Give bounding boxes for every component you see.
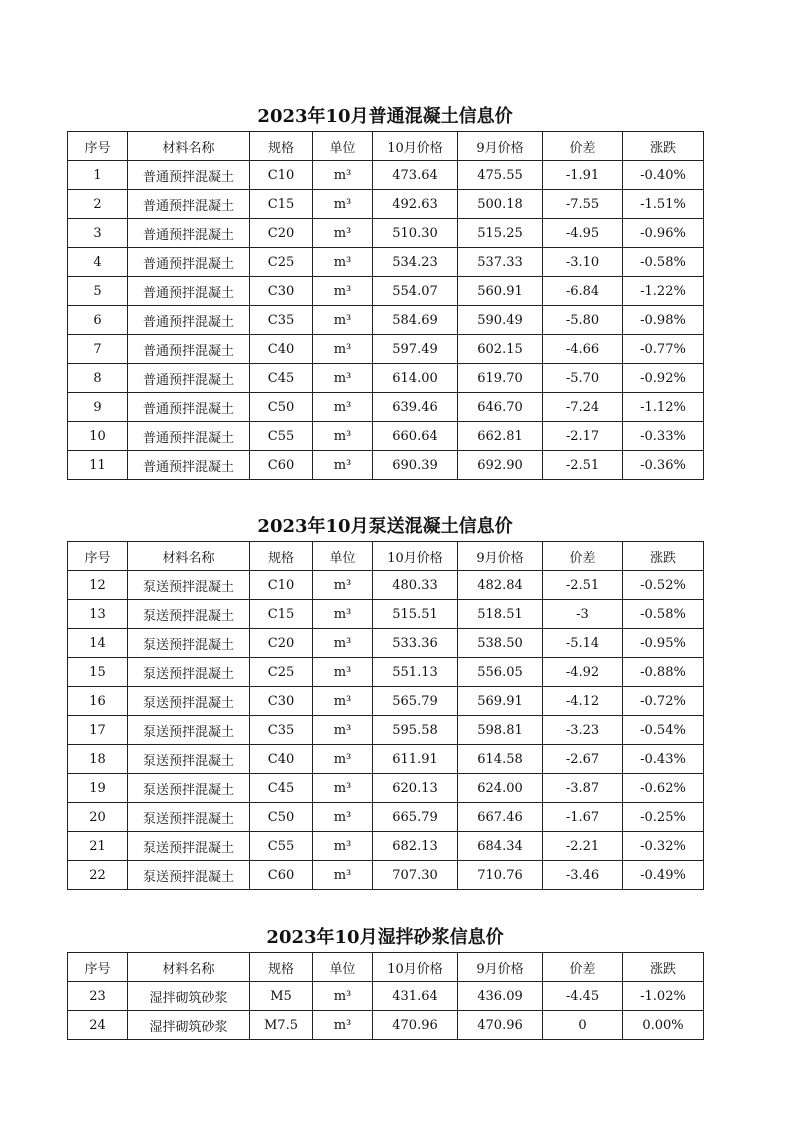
cell-price-diff: -3.87	[543, 774, 623, 803]
cell-oct-price: 470.96	[373, 1011, 458, 1040]
table-section-pumped-concrete	[67, 513, 703, 890]
cell-index: 10	[68, 422, 128, 451]
cell-oct-price: 614.00	[373, 364, 458, 393]
table-row	[68, 1011, 704, 1040]
cell-oct-price: 480.33	[373, 571, 458, 600]
cell-spec: C55	[250, 422, 313, 451]
cell-material-name: 泵送预拌混凝土	[128, 745, 250, 774]
table-row	[68, 803, 704, 832]
cell-index: 6	[68, 306, 128, 335]
cell-change-pct: -0.25%	[623, 803, 704, 832]
cell-material-name: 普通预拌混凝土	[128, 248, 250, 277]
cell-price-diff: -5.70	[543, 364, 623, 393]
cell-oct-price: 584.69	[373, 306, 458, 335]
cell-sep-price: 590.49	[458, 306, 543, 335]
column-header-sep-price: 9月价格	[458, 542, 543, 571]
cell-oct-price: 620.13	[373, 774, 458, 803]
table-row	[68, 982, 704, 1011]
cell-unit: m³	[313, 219, 373, 248]
cell-spec: C60	[250, 861, 313, 890]
cell-sep-price: 518.51	[458, 600, 543, 629]
cell-unit: m³	[313, 658, 373, 687]
cell-spec: C40	[250, 745, 313, 774]
cell-material-name: 泵送预拌混凝土	[128, 861, 250, 890]
cell-change-pct: -0.40%	[623, 161, 704, 190]
cell-material-name: 泵送预拌混凝土	[128, 629, 250, 658]
cell-material-name: 泵送预拌混凝土	[128, 687, 250, 716]
cell-material-name: 普通预拌混凝土	[128, 190, 250, 219]
cell-spec: C60	[250, 451, 313, 480]
cell-unit: m³	[313, 364, 373, 393]
cell-index: 9	[68, 393, 128, 422]
cell-spec: C45	[250, 774, 313, 803]
cell-sep-price: 515.25	[458, 219, 543, 248]
cell-material-name: 泵送预拌混凝土	[128, 774, 250, 803]
column-header-unit: 单位	[313, 542, 373, 571]
cell-unit: m³	[313, 745, 373, 774]
cell-oct-price: 510.30	[373, 219, 458, 248]
cell-change-pct: -0.62%	[623, 774, 704, 803]
cell-oct-price: 660.64	[373, 422, 458, 451]
cell-change-pct: -1.02%	[623, 982, 704, 1011]
cell-change-pct: -0.43%	[623, 745, 704, 774]
cell-index: 21	[68, 832, 128, 861]
table-body	[68, 161, 704, 480]
column-header-material-name: 材料名称	[128, 542, 250, 571]
table-row	[68, 219, 704, 248]
cell-index: 22	[68, 861, 128, 890]
cell-sep-price: 482.84	[458, 571, 543, 600]
cell-index: 12	[68, 571, 128, 600]
cell-index: 20	[68, 803, 128, 832]
cell-unit: m³	[313, 716, 373, 745]
column-header-price-diff: 价差	[543, 953, 623, 982]
cell-oct-price: 595.58	[373, 716, 458, 745]
cell-unit: m³	[313, 393, 373, 422]
cell-change-pct: -0.36%	[623, 451, 704, 480]
cell-spec: C30	[250, 687, 313, 716]
cell-sep-price: 646.70	[458, 393, 543, 422]
cell-oct-price: 690.39	[373, 451, 458, 480]
table-row	[68, 629, 704, 658]
table-row	[68, 861, 704, 890]
section-title: 2023年10月普通混凝土信息价	[257, 106, 513, 127]
cell-change-pct: 0.00%	[623, 1011, 704, 1040]
cell-unit: m³	[313, 422, 373, 451]
cell-oct-price: 492.63	[373, 190, 458, 219]
cell-oct-price: 682.13	[373, 832, 458, 861]
cell-index: 7	[68, 335, 128, 364]
table-row	[68, 190, 704, 219]
cell-material-name: 普通预拌混凝土	[128, 335, 250, 364]
cell-price-diff: -3.23	[543, 716, 623, 745]
table-body	[68, 571, 704, 890]
cell-change-pct: -0.52%	[623, 571, 704, 600]
cell-index: 13	[68, 600, 128, 629]
table-section-ordinary-concrete	[67, 103, 703, 480]
section-title: 2023年10月泵送混凝土信息价	[257, 516, 513, 537]
column-header-index: 序号	[68, 542, 128, 571]
cell-price-diff: 0	[543, 1011, 623, 1040]
table-header	[68, 542, 704, 571]
column-header-unit: 单位	[313, 953, 373, 982]
cell-price-diff: -4.92	[543, 658, 623, 687]
cell-sep-price: 692.90	[458, 451, 543, 480]
cell-price-diff: -2.51	[543, 451, 623, 480]
cell-change-pct: -0.58%	[623, 248, 704, 277]
cell-spec: C15	[250, 600, 313, 629]
cell-price-diff: -4.12	[543, 687, 623, 716]
cell-change-pct: -0.54%	[623, 716, 704, 745]
cell-oct-price: 515.51	[373, 600, 458, 629]
cell-index: 18	[68, 745, 128, 774]
cell-oct-price: 533.36	[373, 629, 458, 658]
cell-price-diff: -4.66	[543, 335, 623, 364]
cell-price-diff: -7.24	[543, 393, 623, 422]
cell-index: 19	[68, 774, 128, 803]
cell-material-name: 泵送预拌混凝土	[128, 803, 250, 832]
cell-change-pct: -0.96%	[623, 219, 704, 248]
cell-price-diff: -5.14	[543, 629, 623, 658]
cell-material-name: 泵送预拌混凝土	[128, 600, 250, 629]
column-header-material-name: 材料名称	[128, 132, 250, 161]
cell-sep-price: 556.05	[458, 658, 543, 687]
cell-sep-price: 470.96	[458, 1011, 543, 1040]
cell-index: 2	[68, 190, 128, 219]
table-row	[68, 393, 704, 422]
column-header-sep-price: 9月价格	[458, 953, 543, 982]
cell-oct-price: 611.91	[373, 745, 458, 774]
cell-index: 15	[68, 658, 128, 687]
cell-material-name: 普通预拌混凝土	[128, 422, 250, 451]
cell-unit: m³	[313, 306, 373, 335]
cell-unit: m³	[313, 190, 373, 219]
cell-price-diff: -2.17	[543, 422, 623, 451]
cell-spec: C25	[250, 658, 313, 687]
table-row	[68, 600, 704, 629]
cell-change-pct: -0.32%	[623, 832, 704, 861]
cell-spec: C50	[250, 393, 313, 422]
cell-change-pct: -0.98%	[623, 306, 704, 335]
column-header-index: 序号	[68, 953, 128, 982]
cell-material-name: 泵送预拌混凝土	[128, 571, 250, 600]
cell-spec: C10	[250, 161, 313, 190]
column-header-index: 序号	[68, 132, 128, 161]
cell-unit: m³	[313, 687, 373, 716]
cell-price-diff: -2.51	[543, 571, 623, 600]
cell-price-diff: -4.45	[543, 982, 623, 1011]
cell-material-name: 泵送预拌混凝土	[128, 716, 250, 745]
cell-material-name: 普通预拌混凝土	[128, 393, 250, 422]
cell-price-diff: -5.80	[543, 306, 623, 335]
cell-change-pct: -0.49%	[623, 861, 704, 890]
cell-oct-price: 551.13	[373, 658, 458, 687]
cell-spec: M7.5	[250, 1011, 313, 1040]
cell-material-name: 普通预拌混凝土	[128, 306, 250, 335]
cell-sep-price: 624.00	[458, 774, 543, 803]
cell-spec: C35	[250, 306, 313, 335]
table-header	[68, 953, 704, 982]
cell-material-name: 普通预拌混凝土	[128, 161, 250, 190]
cell-price-diff: -3	[543, 600, 623, 629]
column-header-price-diff: 价差	[543, 542, 623, 571]
cell-spec: M5	[250, 982, 313, 1011]
cell-sep-price: 475.55	[458, 161, 543, 190]
cell-price-diff: -1.91	[543, 161, 623, 190]
column-header-change-pct: 涨跌	[623, 953, 704, 982]
cell-sep-price: 569.91	[458, 687, 543, 716]
cell-unit: m³	[313, 161, 373, 190]
cell-change-pct: -0.33%	[623, 422, 704, 451]
cell-change-pct: -1.22%	[623, 277, 704, 306]
cell-material-name: 湿拌砌筑砂浆	[128, 1011, 250, 1040]
table-section-wet-mortar	[67, 924, 703, 1040]
cell-oct-price: 597.49	[373, 335, 458, 364]
cell-index: 11	[68, 451, 128, 480]
table-row	[68, 422, 704, 451]
table-row	[68, 364, 704, 393]
table-row	[68, 451, 704, 480]
cell-change-pct: -1.12%	[623, 393, 704, 422]
cell-spec: C45	[250, 364, 313, 393]
cell-price-diff: -6.84	[543, 277, 623, 306]
cell-index: 23	[68, 982, 128, 1011]
cell-spec: C25	[250, 248, 313, 277]
cell-unit: m³	[313, 982, 373, 1011]
column-header-unit: 单位	[313, 132, 373, 161]
cell-oct-price: 565.79	[373, 687, 458, 716]
cell-change-pct: -0.92%	[623, 364, 704, 393]
cell-spec: C30	[250, 277, 313, 306]
cell-material-name: 普通预拌混凝土	[128, 219, 250, 248]
cell-sep-price: 560.91	[458, 277, 543, 306]
cell-oct-price: 665.79	[373, 803, 458, 832]
cell-oct-price: 473.64	[373, 161, 458, 190]
table-row	[68, 277, 704, 306]
cell-unit: m³	[313, 451, 373, 480]
cell-index: 17	[68, 716, 128, 745]
cell-unit: m³	[313, 832, 373, 861]
cell-unit: m³	[313, 277, 373, 306]
cell-sep-price: 619.70	[458, 364, 543, 393]
table-row	[68, 161, 704, 190]
header-row	[68, 953, 704, 982]
table-body	[68, 982, 704, 1040]
cell-index: 5	[68, 277, 128, 306]
cell-unit: m³	[313, 1011, 373, 1040]
cell-spec: C20	[250, 629, 313, 658]
table-row	[68, 687, 704, 716]
cell-unit: m³	[313, 600, 373, 629]
cell-unit: m³	[313, 803, 373, 832]
price-table	[67, 952, 704, 1040]
cell-material-name: 普通预拌混凝土	[128, 364, 250, 393]
cell-price-diff: -7.55	[543, 190, 623, 219]
cell-oct-price: 554.07	[373, 277, 458, 306]
cell-sep-price: 436.09	[458, 982, 543, 1011]
column-header-material-name: 材料名称	[128, 953, 250, 982]
cell-change-pct: -0.88%	[623, 658, 704, 687]
cell-sep-price: 500.18	[458, 190, 543, 219]
cell-sep-price: 684.34	[458, 832, 543, 861]
table-row	[68, 248, 704, 277]
column-header-oct-price: 10月价格	[373, 132, 458, 161]
table-row	[68, 658, 704, 687]
cell-sep-price: 614.58	[458, 745, 543, 774]
column-header-change-pct: 涨跌	[623, 132, 704, 161]
cell-spec: C50	[250, 803, 313, 832]
cell-unit: m³	[313, 774, 373, 803]
cell-price-diff: -3.10	[543, 248, 623, 277]
table-row	[68, 745, 704, 774]
cell-index: 3	[68, 219, 128, 248]
cell-spec: C15	[250, 190, 313, 219]
column-header-sep-price: 9月价格	[458, 132, 543, 161]
header-row	[68, 132, 704, 161]
cell-spec: C35	[250, 716, 313, 745]
cell-oct-price: 431.64	[373, 982, 458, 1011]
cell-sep-price: 598.81	[458, 716, 543, 745]
cell-oct-price: 534.23	[373, 248, 458, 277]
cell-price-diff: -1.67	[543, 803, 623, 832]
price-table	[67, 541, 704, 890]
table-row	[68, 571, 704, 600]
cell-material-name: 普通预拌混凝土	[128, 451, 250, 480]
cell-index: 8	[68, 364, 128, 393]
cell-oct-price: 707.30	[373, 861, 458, 890]
column-header-spec: 规格	[250, 953, 313, 982]
cell-material-name: 泵送预拌混凝土	[128, 832, 250, 861]
cell-change-pct: -0.72%	[623, 687, 704, 716]
cell-material-name: 泵送预拌混凝土	[128, 658, 250, 687]
cell-index: 16	[68, 687, 128, 716]
table-header	[68, 132, 704, 161]
cell-material-name: 普通预拌混凝土	[128, 277, 250, 306]
column-header-oct-price: 10月价格	[373, 953, 458, 982]
column-header-change-pct: 涨跌	[623, 542, 704, 571]
column-header-spec: 规格	[250, 542, 313, 571]
table-row	[68, 832, 704, 861]
cell-sep-price: 710.76	[458, 861, 543, 890]
price-table	[67, 131, 704, 480]
cell-unit: m³	[313, 571, 373, 600]
cell-spec: C40	[250, 335, 313, 364]
column-header-spec: 规格	[250, 132, 313, 161]
cell-sep-price: 602.15	[458, 335, 543, 364]
cell-spec: C55	[250, 832, 313, 861]
cell-unit: m³	[313, 335, 373, 364]
cell-unit: m³	[313, 248, 373, 277]
cell-oct-price: 639.46	[373, 393, 458, 422]
cell-change-pct: -0.95%	[623, 629, 704, 658]
header-row	[68, 542, 704, 571]
cell-unit: m³	[313, 861, 373, 890]
section-title: 2023年10月湿拌砂浆信息价	[266, 927, 504, 948]
column-header-oct-price: 10月价格	[373, 542, 458, 571]
cell-spec: C10	[250, 571, 313, 600]
cell-price-diff: -2.67	[543, 745, 623, 774]
cell-price-diff: -4.95	[543, 219, 623, 248]
cell-sep-price: 538.50	[458, 629, 543, 658]
table-row	[68, 716, 704, 745]
table-row	[68, 774, 704, 803]
cell-index: 1	[68, 161, 128, 190]
cell-price-diff: -3.46	[543, 861, 623, 890]
column-header-price-diff: 价差	[543, 132, 623, 161]
cell-sep-price: 662.81	[458, 422, 543, 451]
cell-change-pct: -1.51%	[623, 190, 704, 219]
cell-spec: C20	[250, 219, 313, 248]
cell-change-pct: -0.58%	[623, 600, 704, 629]
cell-index: 24	[68, 1011, 128, 1040]
cell-sep-price: 537.33	[458, 248, 543, 277]
cell-index: 4	[68, 248, 128, 277]
cell-material-name: 湿拌砌筑砂浆	[128, 982, 250, 1011]
cell-index: 14	[68, 629, 128, 658]
table-row	[68, 335, 704, 364]
cell-change-pct: -0.77%	[623, 335, 704, 364]
cell-unit: m³	[313, 629, 373, 658]
table-row	[68, 306, 704, 335]
cell-price-diff: -2.21	[543, 832, 623, 861]
cell-sep-price: 667.46	[458, 803, 543, 832]
